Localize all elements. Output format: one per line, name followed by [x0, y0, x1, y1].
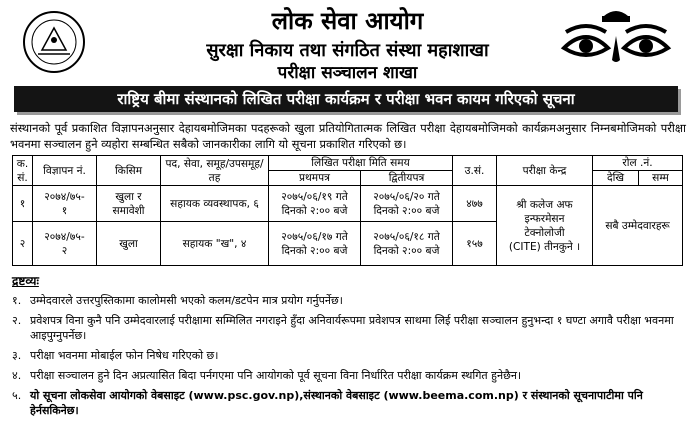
adv-no-line: २	[61, 244, 68, 257]
paper1-time: दिनको २:०० बजे	[281, 244, 348, 257]
paper2-date: २०७५/०६/२० गते	[373, 190, 440, 203]
paper1-date: २०७५/०६/१७ गते	[281, 230, 348, 243]
cell-post: सहायक व्यवस्थापक, ६	[161, 186, 269, 222]
cell-adv-no	[33, 222, 97, 266]
notes-title: द्रष्टव्यः	[12, 274, 39, 288]
cell-paper2	[361, 222, 453, 266]
col-header-post: पद, सेवा, समूह/उपसमूह/तह	[161, 156, 269, 186]
centre-line: इन्फरमेसन	[524, 212, 565, 225]
notice-banner: राष्ट्रिय बीमा संस्थानको लिखित परीक्षा कार्यक्रम र परीक्षा भवन कायम गरिएको सूचना	[14, 86, 678, 112]
cell-exam-centre	[497, 186, 593, 266]
cell-sn: १	[13, 186, 33, 222]
col-header-type: किसिम	[97, 156, 161, 186]
col-header-roll-to: सम्म	[639, 171, 683, 186]
cell-candidates: ४७७	[453, 186, 497, 222]
paper2-time: दिनको २:०० बजे	[373, 204, 440, 217]
table-row	[13, 186, 683, 222]
note-text: परीक्षा सञ्चालन हुने दिन अप्रत्यासित बिदा पर्नगएमा पनि आयोगको पूर्व सूचना विना निर्धारित परीक्षा कार्यक्रम स्थगित हुनेछैन।	[30, 369, 522, 382]
type-line: समावेशी	[112, 204, 145, 217]
note-item	[12, 368, 688, 383]
col-header-roll-from: देखि	[593, 171, 639, 186]
note-item	[12, 348, 688, 363]
note-number: ३.	[12, 349, 22, 362]
paper2-time: दिनको २:०० बजे	[373, 244, 440, 257]
cell-candidates: १५७	[453, 222, 497, 266]
cell-type: खुला	[97, 222, 161, 266]
paper1-time: दिनको २:०० बजे	[281, 204, 348, 217]
cell-paper2	[361, 186, 453, 222]
col-header-adv-no: विज्ञापन नं.	[33, 156, 97, 186]
note-number: २.	[12, 314, 22, 327]
table-header-row	[13, 156, 683, 171]
cell-sn: २	[13, 222, 33, 266]
division-name: सुरक्षा निकाय तथा संगठित संस्था महाशाखा	[206, 40, 489, 61]
note-number: ४.	[12, 369, 22, 382]
notes-section	[12, 274, 688, 423]
note-item	[12, 293, 688, 308]
cell-type	[97, 186, 161, 222]
note-item	[12, 388, 688, 418]
centre-line: श्री कलेज अफ	[516, 198, 573, 211]
note-text: परीक्षा भवनमा मोबाईल फोन निषेध गरिएको छ।	[30, 349, 219, 362]
centre-line: (CITE) तीनकुने ।	[508, 240, 581, 253]
adv-no-line: २०७४/७५-	[44, 190, 85, 203]
eyes-emblem-icon	[556, 6, 676, 78]
col-header-roll: रोल .नं.	[593, 156, 683, 171]
adv-no-line: १	[61, 204, 68, 217]
note-number: ५.	[12, 389, 22, 402]
col-header-sn: क. सं.	[13, 156, 33, 186]
cell-post: सहायक "ख", ४	[161, 222, 269, 266]
section-name: परीक्षा सञ्चालन शाखा	[277, 63, 418, 83]
note-number: १.	[12, 294, 22, 307]
exam-schedule-table	[12, 155, 683, 266]
col-header-paper2: द्वितीयपत्र	[361, 171, 453, 186]
type-line: खुला र	[115, 190, 142, 203]
note-text: यो सूचना लोकसेवा आयोगको वेबसाइट (www.psc.gov.np),संस्थानको वेबसाइट (www.beema.com.np) र संस्थानको सूचनापाटीमा पनि हेर्नसकिनेछ।	[30, 389, 643, 417]
col-header-exam-date: लिखित परीक्षा मिति समय	[269, 156, 453, 171]
note-item	[12, 313, 688, 343]
adv-no-line: २०७४/७५-	[44, 230, 85, 243]
col-header-centre: परीक्षा केन्द्र	[497, 156, 593, 186]
intro-paragraph: संस्थानको पूर्व प्रकाशित विज्ञापनअनुसार देहायबमोजिमका पदहरूको खुला प्रतियोगितात्मक लिखित परीक्षा देहायबमोजिमको कार्यक्रमअनुसार निम्नबमोजिमको परीक्षा भवनमा सञ्चालन हुने व्यहोरा सम्बन्धित सबैको जानकारीका लागि यो सूचना प्रकाशित गरिएको छ।	[10, 121, 686, 151]
cell-paper1	[269, 186, 361, 222]
note-text: प्रवेशपत्र विना कुनै पनि उम्मेदवारलाई परीक्षामा सम्मिलित नगराइने हुँदा अनिवार्यरूपमा प्रवेशपत्र साथमा लिई परीक्षा सञ्चालन हुनुभन्दा १ घण्टा अगावै परीक्षा भवनमा आइपुग्नुपर्नेछ।	[30, 314, 674, 342]
col-header-paper1: प्रथमपत्र	[269, 171, 361, 186]
paper1-date: २०७५/०६/१९ गते	[281, 190, 348, 203]
header	[0, 0, 695, 82]
cell-adv-no	[33, 186, 97, 222]
note-text: उम्मेदवारले उत्तरपुस्तिकामा कालोमसी भएको कलम/डटपेन मात्र प्रयोग गर्नुपर्नेछ।	[30, 294, 343, 307]
cell-paper1	[269, 222, 361, 266]
centre-line: टेक्नोलोजी	[524, 226, 565, 239]
paper2-date: २०७५/०६/१८ गते	[373, 230, 440, 243]
org-name: लोक सेवा आयोग	[271, 7, 424, 35]
col-header-candidates: उ.सं.	[453, 156, 497, 186]
cell-roll-all: सबै उम्मेदवारहरू	[593, 186, 683, 266]
